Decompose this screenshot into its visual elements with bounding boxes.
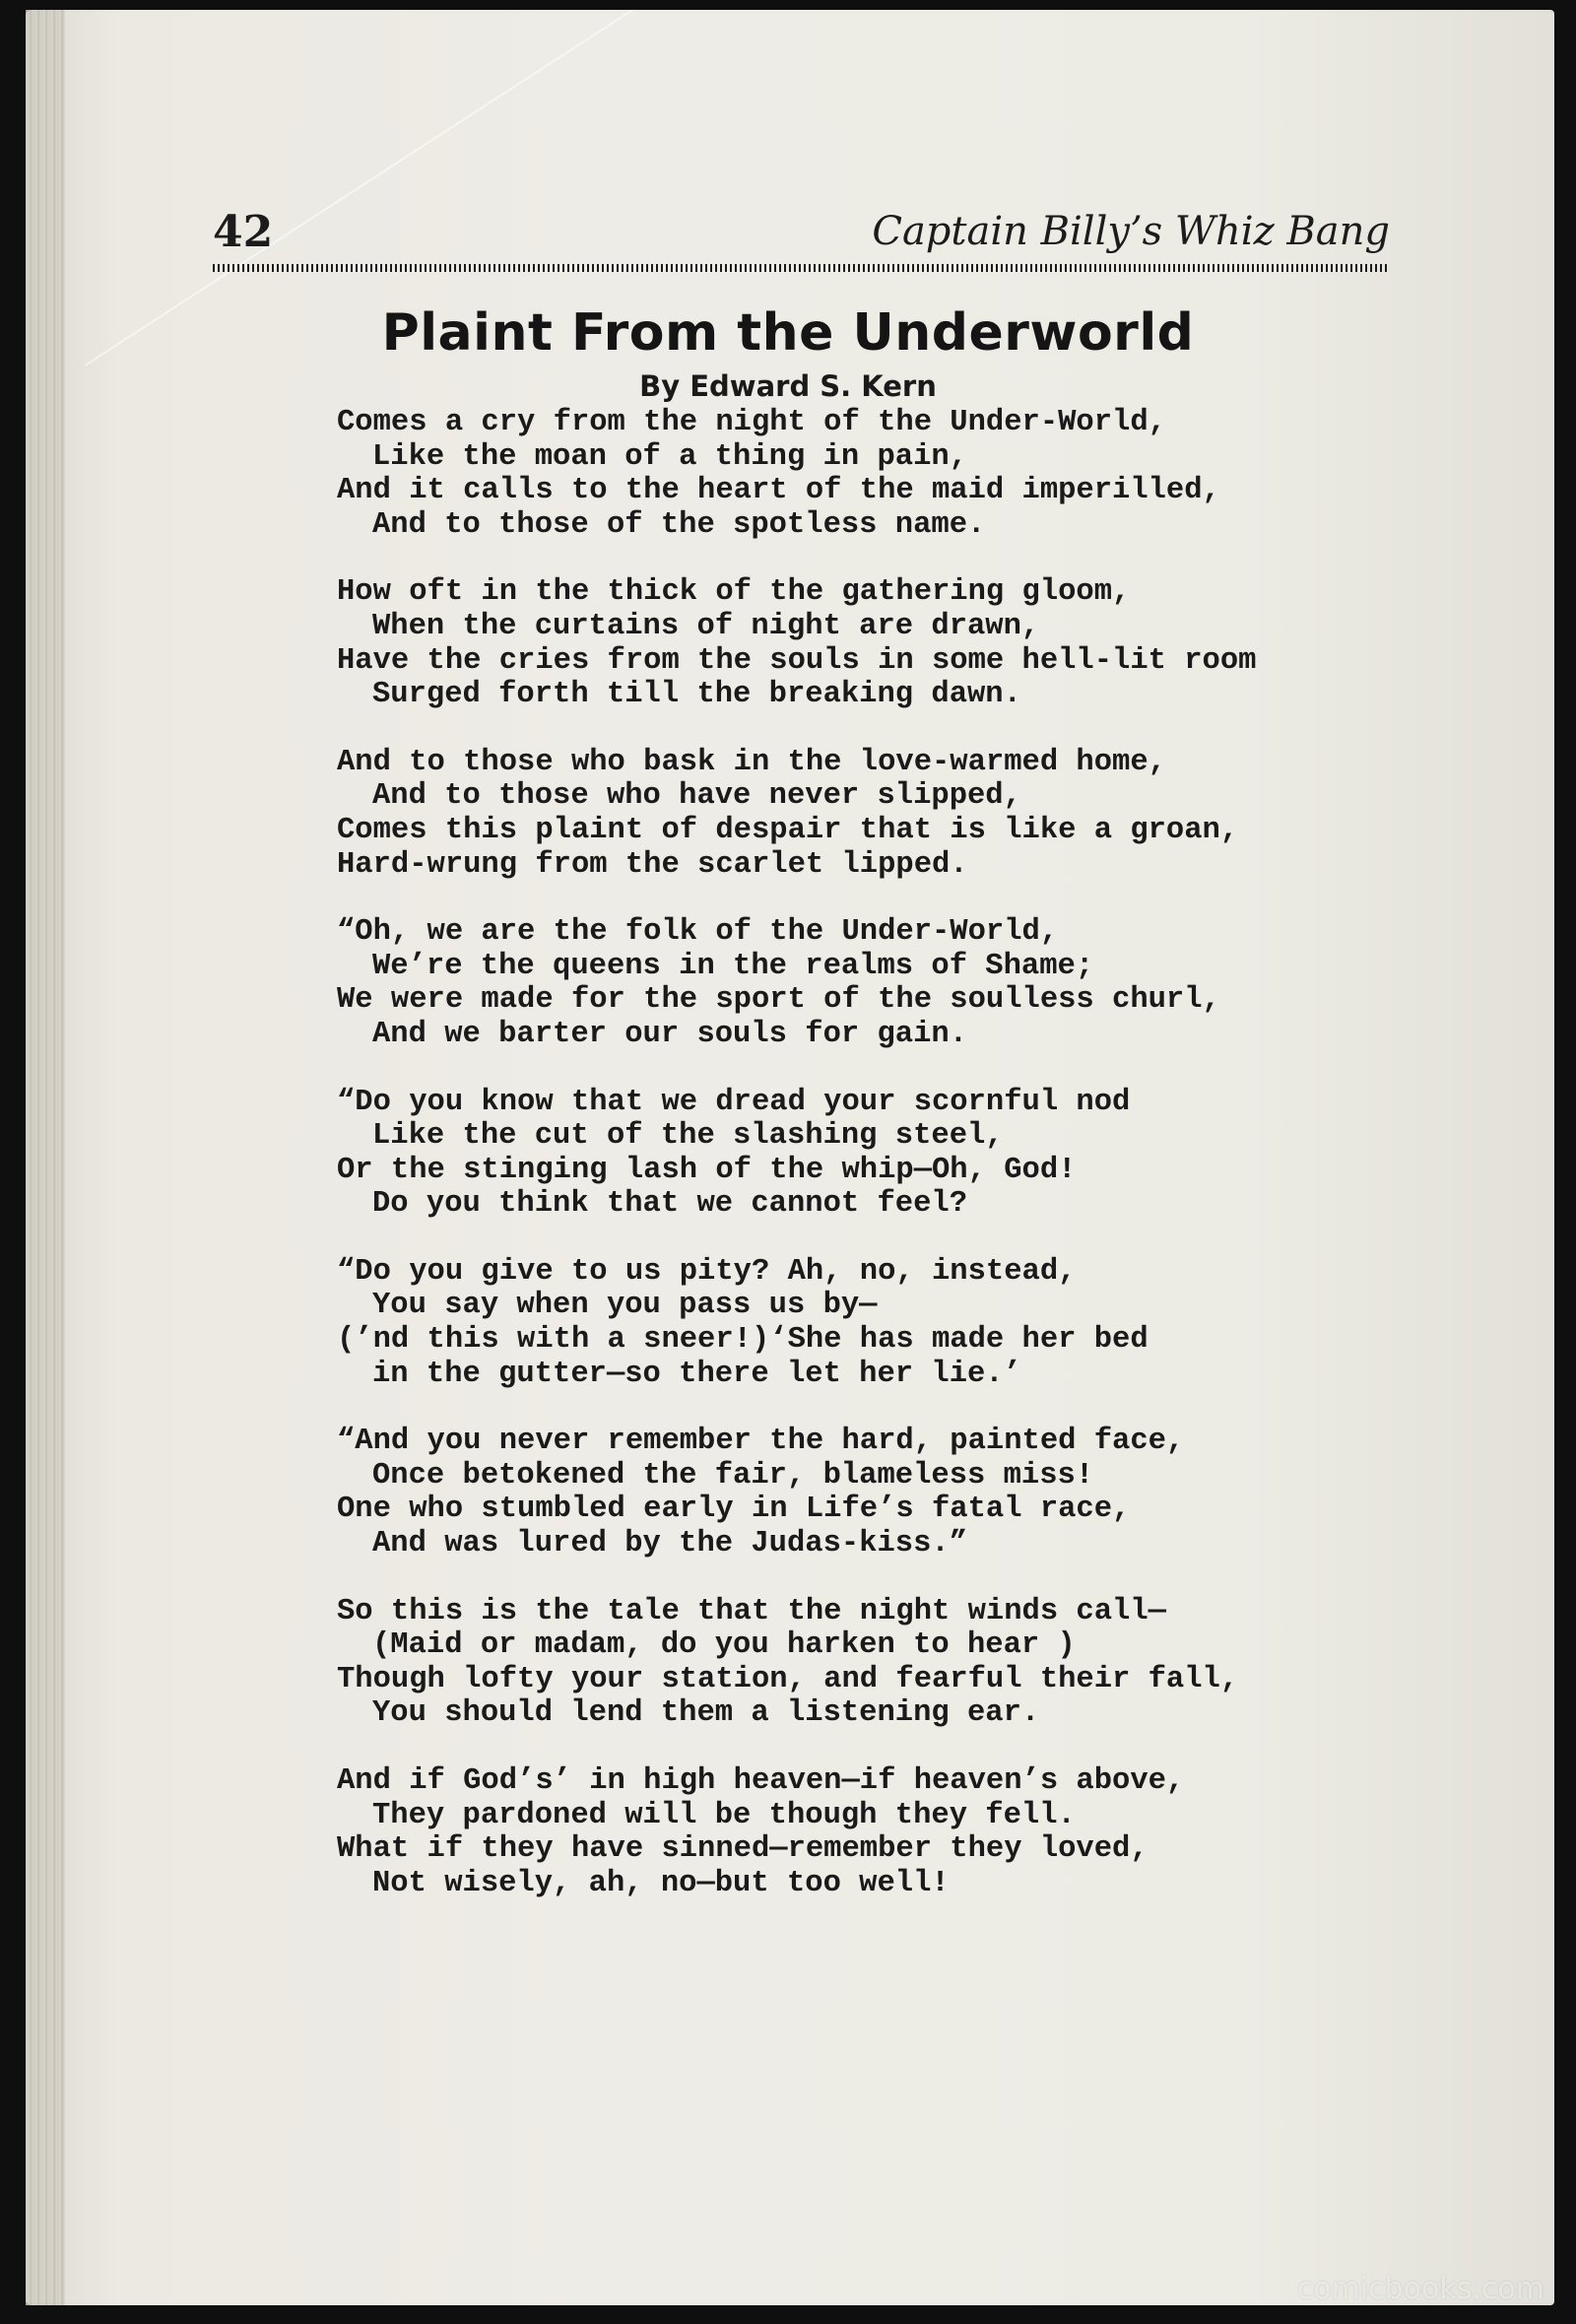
poem-line: Though lofty your station, and fearful their fall, bbox=[337, 1662, 1239, 1696]
poem-line: We were made for the sport of the soulless churl, bbox=[337, 983, 1220, 1018]
poem-line: And was lured by the Judas-kiss.” bbox=[372, 1527, 967, 1561]
stanza bbox=[337, 1425, 1342, 1560]
page-number: 42 bbox=[213, 207, 274, 257]
poem-line: And we barter our souls for gain. bbox=[372, 1017, 967, 1051]
poem-line: (Maid or madam, do you harken to hear ) bbox=[372, 1628, 1076, 1663]
poem-line: in the gutter—so there let her lie.’ bbox=[372, 1357, 1021, 1391]
poem-line: “Do you give to us pity? Ah, no, instead, bbox=[337, 1254, 1077, 1289]
poem-line: Or the stinging lash of the whip—Oh, God! bbox=[337, 1153, 1077, 1187]
stanza bbox=[337, 1764, 1342, 1900]
stanza bbox=[337, 915, 1342, 1051]
poem-line: And it calls to the heart of the maid imperilled, bbox=[337, 474, 1220, 508]
page-header bbox=[213, 207, 1390, 286]
poem-line: How oft in the thick of the gathering gloom, bbox=[337, 575, 1131, 610]
page-edges bbox=[26, 10, 65, 2305]
poem-line: And if God’s’ in high heaven—if heaven’s above, bbox=[337, 1764, 1185, 1798]
poem-line: Like the moan of a thing in pain, bbox=[372, 439, 967, 474]
poem-line: We’re the queens in the realms of Shame; bbox=[372, 949, 1094, 983]
poem-line: And to those who bask in the love-warmed home, bbox=[337, 745, 1166, 779]
poem-line: Have the cries from the souls in some hell-lit room bbox=[337, 643, 1257, 678]
poem-line: When the curtains of night are drawn, bbox=[372, 609, 1040, 643]
poem-line: And to those of the spotless name. bbox=[372, 507, 986, 542]
poem-line: Not wisely, ah, no—but too well! bbox=[372, 1866, 950, 1900]
poem-line: “And you never remember the hard, painted face, bbox=[337, 1425, 1185, 1459]
poem-line: So this is the tale that the night winds call— bbox=[337, 1594, 1166, 1628]
stanza bbox=[337, 575, 1342, 711]
poem-line: Do you think that we cannot feel? bbox=[372, 1187, 967, 1222]
poem-line: “Oh, we are the folk of the Under-World, bbox=[337, 915, 1059, 950]
poem-line: And to those who have never slipped, bbox=[372, 779, 1021, 814]
poem-line: (’nd this with a sneer!)‘She has made her bed bbox=[337, 1323, 1149, 1358]
poem-line: Once betokened the fair, blameless miss! bbox=[372, 1458, 1094, 1493]
poem-line: What if they have sinned—remember they loved, bbox=[337, 1832, 1149, 1867]
poem-line: Like the cut of the slashing steel, bbox=[372, 1119, 1004, 1154]
poem-line: Comes this plaint of despair that is like a groan, bbox=[337, 813, 1239, 847]
stanza bbox=[337, 1086, 1342, 1222]
poem-line: They pardoned will be though they fell. bbox=[372, 1798, 1076, 1832]
stanza bbox=[337, 746, 1342, 882]
stanza bbox=[337, 1595, 1342, 1731]
poem-line: You should lend them a listening ear. bbox=[372, 1696, 1040, 1731]
poem-line: Comes a cry from the night of the Under-World, bbox=[337, 406, 1166, 439]
poem-title: Plaint From the Underworld bbox=[381, 303, 1195, 363]
source-watermark: comicbooks.com bbox=[1296, 2272, 1544, 2306]
running-title: Captain Billy’s Whiz Bang bbox=[872, 209, 1390, 254]
stanza bbox=[337, 1255, 1342, 1391]
poem-byline: By Edward S. Kern bbox=[639, 369, 937, 403]
header-rule bbox=[213, 264, 1390, 272]
poem-body bbox=[337, 406, 1342, 1934]
poem-line: One who stumbled early in Life’s fatal race, bbox=[337, 1493, 1131, 1527]
stanza bbox=[337, 406, 1342, 542]
poem-line: “Do you know that we dread your scornful nod bbox=[337, 1085, 1131, 1119]
poem-line: Hard-wrung from the scarlet lipped. bbox=[337, 847, 968, 882]
poem-line: You say when you pass us by— bbox=[372, 1289, 878, 1323]
poem-line: Surged forth till the breaking dawn. bbox=[372, 678, 1021, 712]
